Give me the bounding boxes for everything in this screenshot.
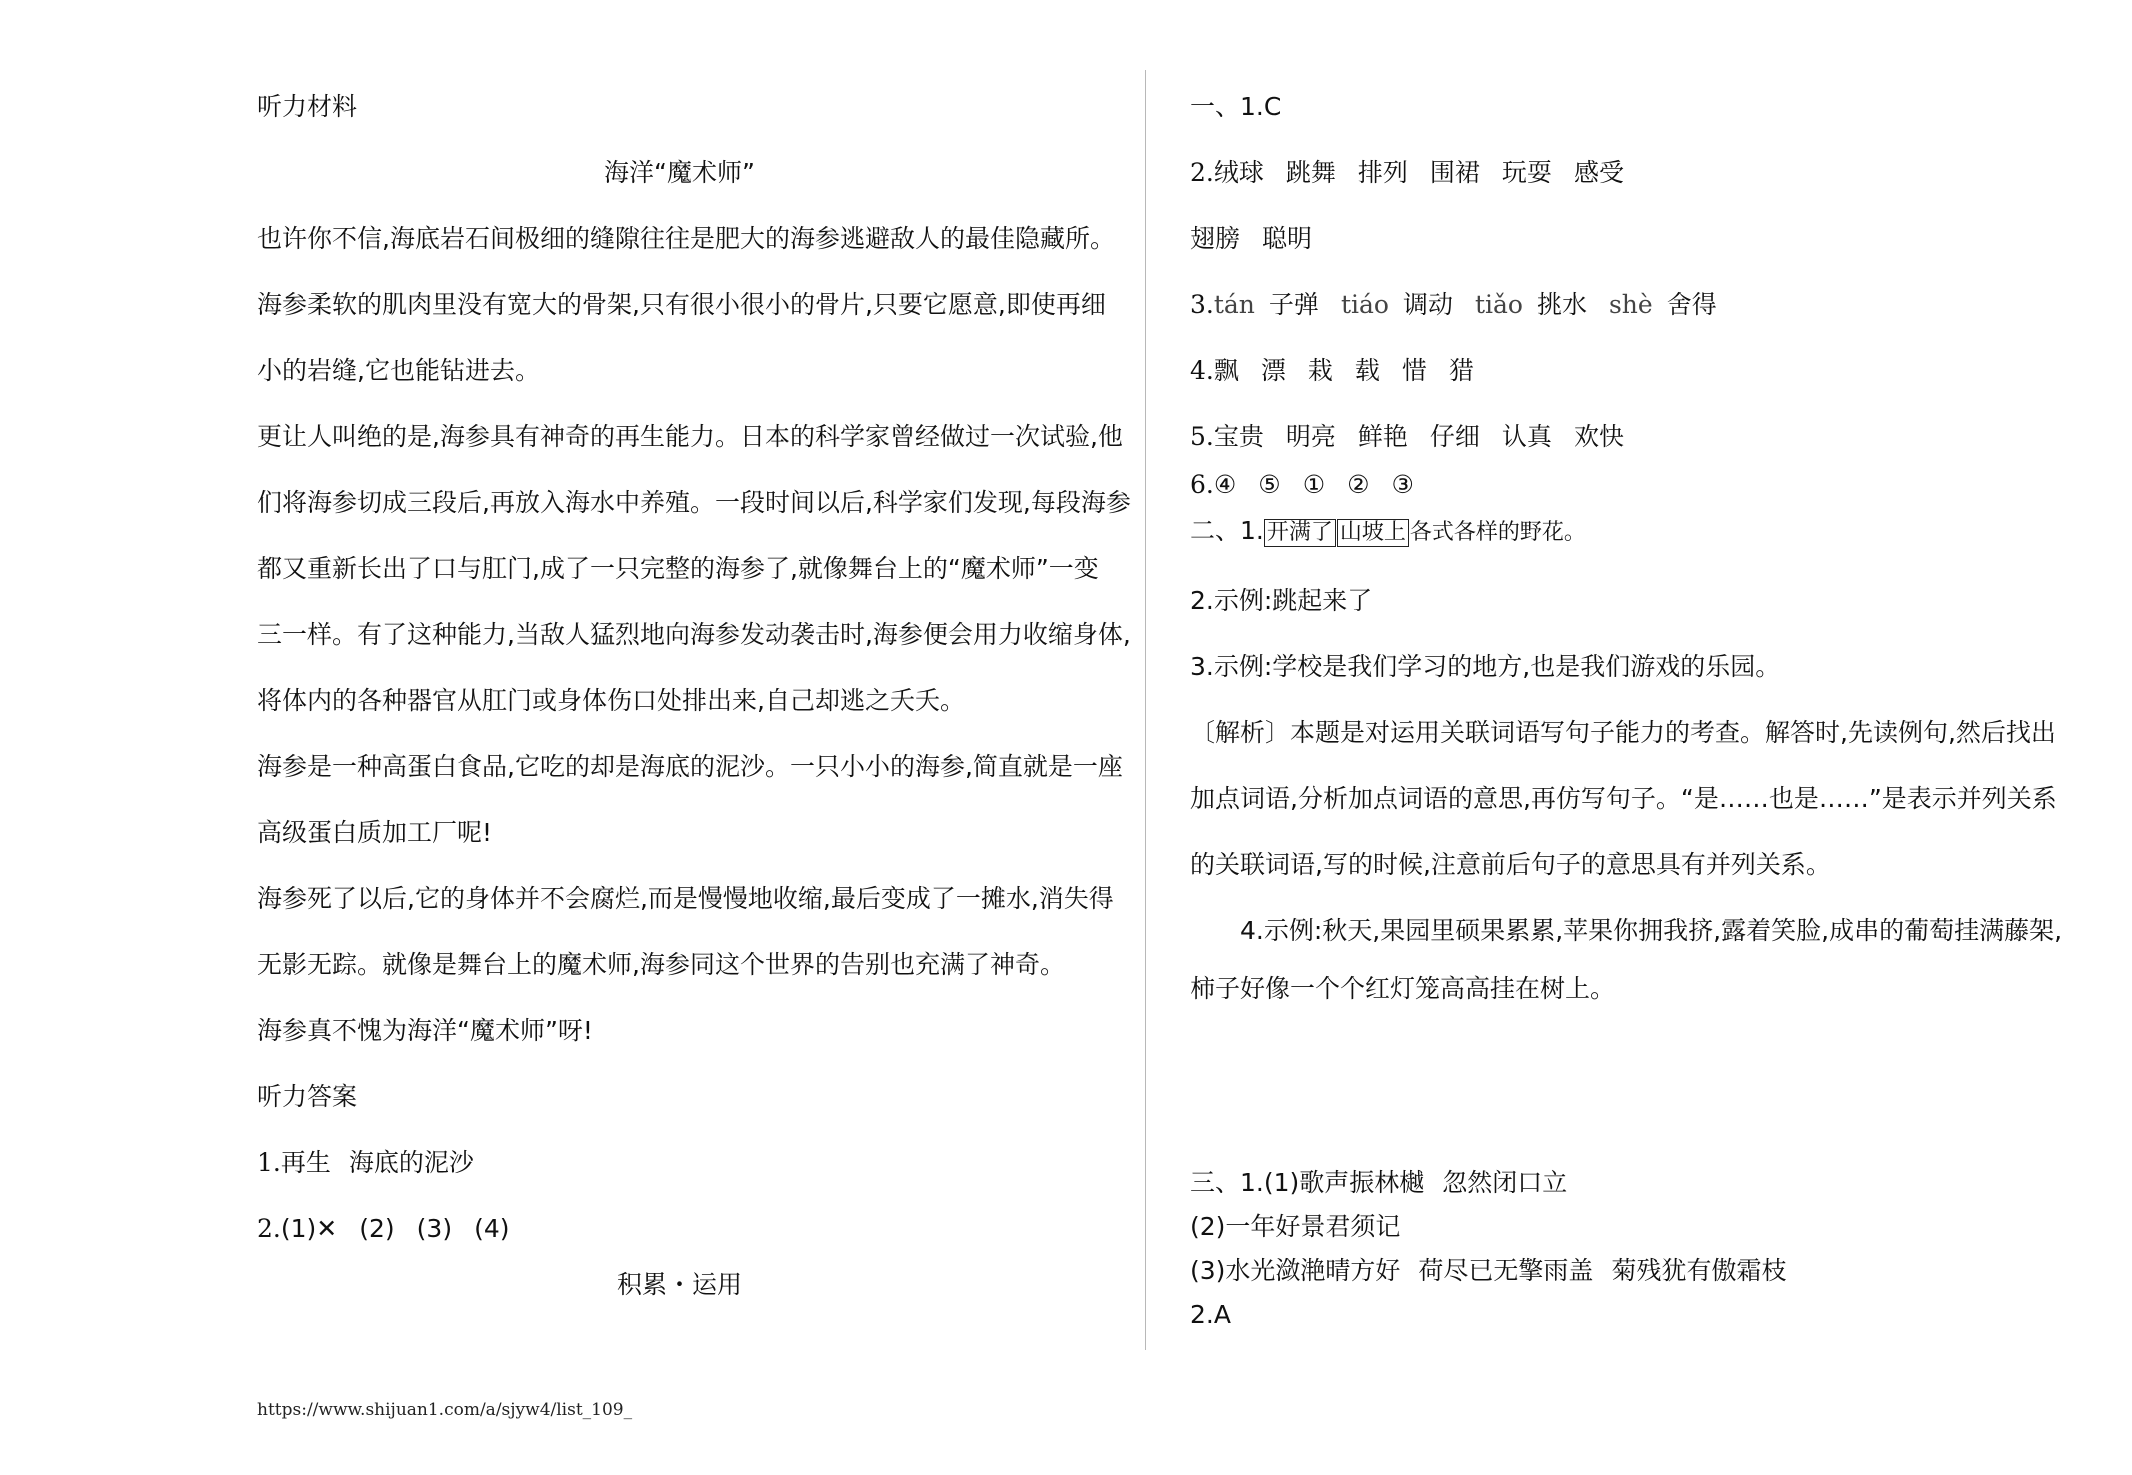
s1-q3 xyxy=(1190,288,1739,322)
s1-q6 xyxy=(1190,468,1436,502)
question-number: 6. xyxy=(1190,470,1214,499)
listening-material-heading: 听力材料 xyxy=(257,92,358,121)
poem-line: (3)水光潋滟晴方好 xyxy=(1190,1256,1401,1285)
passage-line: 也许你不信,海底岩石间极细的缝隙往往是肥大的海参逃避敌人的最佳隐藏所。 xyxy=(257,224,1115,253)
passage-line: 三一样。有了这种能力,当敌人猛烈地向海参发动袭击时,海参便会用力收缩身体, xyxy=(257,620,1131,649)
word: 排列 xyxy=(1357,158,1408,187)
word: 宝贵 xyxy=(1213,422,1264,451)
word: 子弹 xyxy=(1268,290,1319,319)
word: 感受 xyxy=(1573,158,1624,187)
poem-line: (1)歌声振林樾 xyxy=(1263,1168,1425,1197)
word: 翅膀 xyxy=(1190,224,1241,253)
passage-line: 海参真不愧为海洋“魔术师”呀! xyxy=(257,1016,593,1045)
word: 仔细 xyxy=(1429,422,1480,451)
analysis-line: 〔解析〕本题是对运用关联词语写句子能力的考查。解答时,先读例句,然后找出 xyxy=(1190,718,2056,747)
word: 绒球 xyxy=(1213,158,1264,187)
answer-number: 2. xyxy=(257,1214,281,1243)
answer-text: 海底的泥沙 xyxy=(348,1148,474,1177)
character: 漂 xyxy=(1260,356,1286,385)
pinyin: tán xyxy=(1213,290,1255,319)
answer-item: (3) xyxy=(416,1214,453,1243)
word: 鲜艳 xyxy=(1357,422,1408,451)
question-number: 3. xyxy=(1190,290,1214,319)
passage-line: 无影无踪。就像是舞台上的魔术师,海参同这个世界的告别也充满了神奇。 xyxy=(257,950,1065,979)
s2-q1 xyxy=(1190,514,1586,550)
answer-1 xyxy=(257,1146,474,1180)
poem-line: 菊残犹有傲霜枝 xyxy=(1611,1256,1787,1285)
s1-q1: 一、1.C xyxy=(1190,92,1282,121)
s3-q1-3 xyxy=(1190,1254,1786,1288)
column-divider xyxy=(1145,70,1146,1350)
poem-line: 荷尽已无擎雨盖 xyxy=(1418,1256,1594,1285)
word: 跳舞 xyxy=(1285,158,1336,187)
question-prefix: 三、1. xyxy=(1190,1168,1264,1197)
pinyin: tiǎo xyxy=(1474,290,1523,319)
passage-line: 小的岩缝,它也能钻进去。 xyxy=(257,356,540,385)
s1-q2 xyxy=(1190,156,1646,190)
passage-title: 海洋“魔术师” xyxy=(604,158,755,187)
question-number: 4. xyxy=(1190,356,1214,385)
pinyin: shè xyxy=(1608,290,1653,319)
word: 聪明 xyxy=(1262,224,1313,253)
answer-item: (2) xyxy=(359,1214,395,1243)
passage-line: 海参是一种高蛋白食品,它吃的却是海底的泥沙。一只小小的海参,简直就是一座 xyxy=(257,752,1123,781)
passage-line: 将体内的各种器官从肛门或身体伤口处排出来,自己却逃之夭夭。 xyxy=(257,686,965,715)
pinyin: tiáo xyxy=(1340,290,1389,319)
passage-line: 海参死了以后,它的身体并不会腐烂,而是慢慢地收缩,最后变成了一摊水,消失得 xyxy=(257,884,1114,913)
passage-line: 更让人叫绝的是,海参具有神奇的再生能力。日本的科学家曾经做过一次试验,他 xyxy=(257,422,1123,451)
character: 惜 xyxy=(1401,356,1427,385)
word: 玩耍 xyxy=(1501,158,1552,187)
word: 调动 xyxy=(1402,290,1453,319)
s1-q5 xyxy=(1190,420,1646,454)
s3-q2: 2.A xyxy=(1190,1300,1231,1329)
word: 欢快 xyxy=(1573,422,1624,451)
passage-line: 们将海参切成三段后,再放入海水中养殖。一段时间以后,科学家们发现,每段海参 xyxy=(257,488,1131,517)
footer-url: https://www.shijuan1.com/a/sjyw4/list_109_ xyxy=(257,1400,633,1420)
answer-text: 再生 xyxy=(280,1148,331,1177)
question-prefix: 二、1. xyxy=(1190,516,1264,545)
s2-q3: 3.示例:学校是我们学习的地方,也是我们游戏的乐园。 xyxy=(1190,652,1781,681)
answer-item: ⑤ xyxy=(1258,470,1281,499)
s2-q4-line: 4.示例:秋天,果园里硕果累累,苹果你拥我挤,露着笑脸,成串的葡萄挂满藤架, xyxy=(1240,916,2063,945)
answer-item: ③ xyxy=(1391,470,1414,499)
question-number: 2. xyxy=(1190,158,1214,187)
sentence-rest: 各式各样的野花。 xyxy=(1409,520,1586,545)
s3-q1-2: (2)一年好景君须记 xyxy=(1190,1212,1401,1241)
character: 栽 xyxy=(1307,356,1333,385)
answer-item: (1)✕ xyxy=(280,1214,338,1243)
poem-line: 忽然闭口立 xyxy=(1442,1168,1568,1197)
s2-q2: 2.示例:跳起来了 xyxy=(1190,586,1373,615)
word: 认真 xyxy=(1501,422,1552,451)
answer-item: ① xyxy=(1302,470,1326,499)
answer-item: ④ xyxy=(1213,470,1237,499)
character: 载 xyxy=(1354,356,1380,385)
passage-line: 海参柔软的肌肉里没有宽大的骨架,只有很小很小的骨片,只要它愿意,即使再细 xyxy=(257,290,1106,319)
s2-q4-line: 柿子好像一个个红灯笼高高挂在树上。 xyxy=(1190,974,1616,1003)
analysis-line: 加点词语,分析加点词语的意思,再仿写句子。“是……也是……”是表示并列关系 xyxy=(1190,784,2057,813)
s1-q4 xyxy=(1190,354,1496,388)
answer-number: 1. xyxy=(257,1148,281,1177)
s1-q2-continued xyxy=(1190,222,1334,256)
question-number: 5. xyxy=(1190,422,1214,451)
character: 飘 xyxy=(1213,356,1239,385)
answer-2 xyxy=(257,1212,532,1246)
answer-item: ② xyxy=(1347,470,1370,499)
boxed-phrase: 山坡上 xyxy=(1337,519,1409,547)
answer-item: (4) xyxy=(474,1214,510,1243)
word: 明亮 xyxy=(1285,422,1336,451)
word: 挑水 xyxy=(1536,290,1587,319)
analysis-line: 的关联词语,写的时候,注意前后句子的意思具有并列关系。 xyxy=(1190,850,1831,879)
listening-answers-heading: 听力答案 xyxy=(257,1082,358,1111)
boxed-phrase: 开满了 xyxy=(1264,519,1336,547)
word: 舍得 xyxy=(1666,290,1717,319)
passage-line: 都又重新长出了口与肛门,成了一只完整的海参了,就像舞台上的“魔术师”一变 xyxy=(257,554,1099,583)
word: 围裙 xyxy=(1429,158,1480,187)
character: 猎 xyxy=(1448,356,1474,385)
section-title: 积累・运用 xyxy=(616,1270,742,1299)
s3-q1 xyxy=(1190,1166,1567,1200)
passage-line: 高级蛋白质加工厂呢! xyxy=(257,818,493,847)
